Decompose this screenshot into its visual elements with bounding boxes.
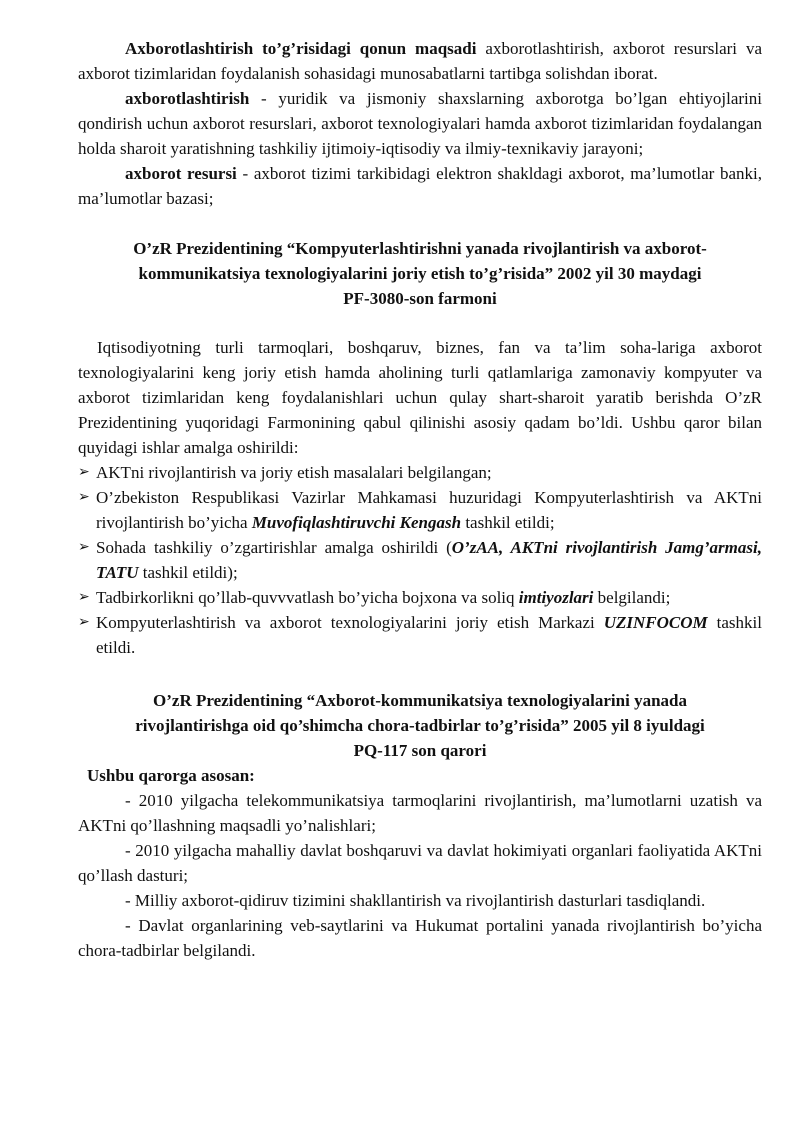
definition-text: - axborot tizimi tarkibidagi elektron shakldagi axborot, ma’lumotlar banki, ma’lumotlar bazasi; (78, 164, 763, 208)
bullet-item: ➢ O’zbekiston Respublikasi Vazirlar Mahkamasi huzuridagi Kompyuterlashtirish va AKTni rivojlantirish bo’yicha Muvofiqlashtiruvchi Kengash tashkil etildi; (78, 485, 762, 535)
term-law-purpose: Axborotlashtirish to’g’risidagi qonun maqsadi (125, 39, 477, 58)
arrow-bullet-icon: ➢ (78, 540, 90, 555)
section1-heading-line: O’zR Prezidentining “Kompyuterlashtirishni yanada rivojlantirish va axborot- (133, 239, 707, 258)
section1-paragraph: Iqtisodiyotning turli tarmoqlari, boshqaruv, biznes, fan va ta’lim soha-lariga axborot texnologiyalarini keng joriy etish hamda aholining turli qatlamlariga zamonaviy kompyuter va axborot tizimlaridan keng foydalanishlari uchun qulay shart-sharoit yaratib berishda O’zR Prezidentining yuqoridagi Farmonining qabul qilinishi asosiy qadam bo’ldi. Ushbu qaror bilan quyidagi ishlar amalga oshirildi: (78, 338, 762, 457)
emphasis-text: imtiyozlari (518, 588, 594, 607)
emphasis-text: O’zAA, AKTni rivojlantirish Jamg’armasi, TATU (96, 538, 762, 582)
emphasis-text: Muvofiqlashtiruvchi Kengash (251, 513, 462, 532)
section2-heading-line: PQ-117 son qarori (353, 741, 487, 760)
arrow-bullet-icon: ➢ (78, 590, 90, 605)
section2-item: - 2010 yilgacha mahalliy davlat boshqaruvi va davlat hokimiyati organlari faoliyatida AKTni qo’llash dasturi; (78, 841, 762, 885)
section2-item: - Davlat organlarining veb-saytlarini va Hukumat portalini yanada rivojlantirish bo’yicha chora-tadbirlar belgilandi. (78, 916, 762, 960)
section2-lead: Ushbu qarorga asosan: (87, 766, 255, 785)
emphasis-text: UZINFOCOM (603, 613, 708, 632)
definition-text: axborotlashtirish, axborot resurslari va axborot tizimlaridan foydalanish sohasidagi munosabatlarni tartibga solishdan iborat. (78, 39, 762, 83)
section2-heading (78, 688, 762, 763)
term-information-resource: axborot resursi (125, 164, 237, 183)
bullet-item: ➢ Kompyuterlashtirish va axborot texnologiyalarini joriy etish Markazi UZINFOCOM tashkil etildi. (78, 610, 762, 660)
section2-item: - Milliy axborot-qidiruv tizimini shakllantirish va rivojlantirish dasturlari tasdiqlandi. (125, 891, 706, 910)
arrow-bullet-icon: ➢ (78, 490, 90, 505)
arrow-bullet-icon: ➢ (78, 465, 90, 480)
bullet-item: ➢ Tadbirkorlikni qo’llab-quvvvatlash bo’yicha bojxona va soliq imtiyozlari belgilandi; (78, 585, 762, 610)
section1-bullet-list (78, 460, 762, 660)
bullet-item: ➢ AKTni rivojlantirish va joriy etish masalalari belgilangan; (78, 460, 762, 485)
document-page (78, 36, 762, 963)
section2-heading-line: O’zR Prezidentining “Axborot-kommunikatsiya texnologiyalarini yanada (153, 691, 687, 710)
section1-heading-line: PF-3080-son farmoni (343, 289, 497, 308)
arrow-bullet-icon: ➢ (78, 615, 90, 630)
bullet-item: ➢ Sohada tashkiliy o’zgartirishlar amalga oshirildi (O’zAA, AKTni rivojlantirish Jamg’armasi, TATU tashkil etildi); (78, 535, 762, 585)
section2-heading-line: rivojlantirishga oid qo’shimcha chora-tadbirlar to’g’risida” 2005 yil 8 iyuldagi (135, 716, 705, 735)
intro-paragraph-information-resource (78, 161, 762, 211)
definition-text: - yuridik va jismoniy shaxslarning axborotga bo’lgan ehtiyojlarini qondirish uchun axborot resurslari, axborot texnologiyalari hamda axborot tizimlaridan foydalangan holda sharoit yaratishning tashkiliy ijtimoiy-iqtisodiy va ilmiy-texnikaviy jarayoni; (78, 89, 762, 158)
intro-paragraph-law-purpose (78, 36, 762, 86)
term-informatization: axborotlashtirish (125, 89, 250, 108)
section2-item: - 2010 yilgacha telekommunikatsiya tarmoqlarini rivojlantirish, ma’lumotlarni uzatish va AKTni qo’llashning maqsadli yo’nalishlari; (78, 791, 762, 835)
section1-heading (78, 236, 762, 311)
intro-paragraph-informatization (78, 86, 762, 161)
section1-heading-line: kommunikatsiya texnologiyalarini joriy etish to’g’risida” 2002 yil 30 maydagi (138, 264, 702, 283)
